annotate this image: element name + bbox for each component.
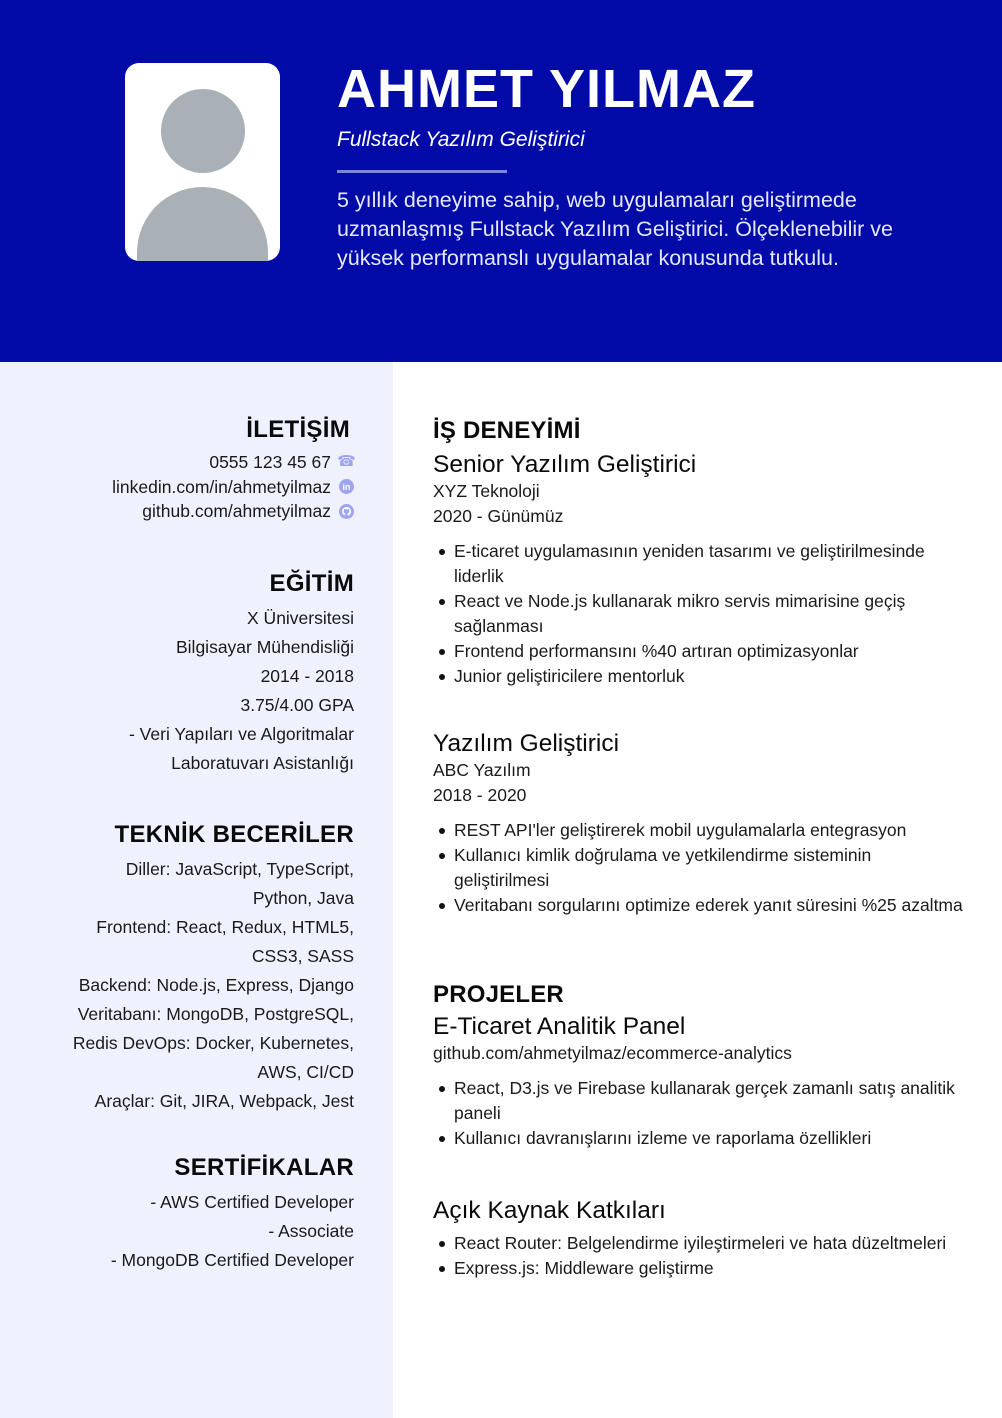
project-entry — [433, 1191, 963, 1281]
bullet-item: Express.js: Middleware geliştirme — [433, 1256, 963, 1281]
education-line: Laboratuvarı Asistanlığı — [171, 753, 354, 773]
education-section — [129, 570, 354, 778]
project-link[interactable]: github.com/ahmetyilmaz/ecommerce-analytics — [433, 1043, 792, 1063]
bullet-item: Frontend performansını %40 artıran optimizasyonlar — [433, 639, 963, 664]
job-period: 2020 - Günümüz — [433, 506, 564, 526]
profile-summary: 5 yıllık deneyime sahip, web uygulamaları geliştirmede uzmanlaşmış Fullstack Yazılım Geliştirici. Ölçeklenebilir ve yüksek performanslı uygulamalar konusunda tutkulu. — [337, 188, 893, 270]
phone-text: 0555 123 45 67 — [209, 452, 331, 472]
bullet-item: Veritabanı sorgularını optimize ederek yanıt süresini %25 azaltma — [433, 893, 963, 918]
skills-line: Redis DevOps: Docker, Kubernetes, — [72, 1033, 354, 1053]
project-title: Açık Kaynak Katkıları — [433, 1197, 666, 1224]
role-divider — [337, 170, 507, 173]
job-title: Yazılım Geliştirici — [433, 730, 620, 757]
certificate-line: - MongoDB Certified Developer — [110, 1250, 354, 1270]
projects-title: PROJELER — [433, 981, 564, 1008]
bullet-item: Kullanıcı davranışlarını izleme ve raporlama özellikleri — [433, 1126, 963, 1151]
skills-title: TEKNİK BECERİLER — [114, 821, 354, 848]
project-bullets — [433, 1076, 963, 1151]
skills-section — [73, 821, 354, 1116]
skills-line: Python, Java — [252, 888, 354, 908]
avatar-head-shape — [161, 89, 245, 173]
skills-line: Frontend: React, Redux, HTML5, — [96, 917, 354, 937]
job-company: XYZ Teknoloji — [433, 481, 540, 501]
certificate-line: - AWS Certified Developer — [150, 1192, 354, 1212]
profile-photo-placeholder — [125, 63, 280, 261]
skills-line: Veritabanı: MongoDB, PostgreSQL, — [77, 1004, 354, 1024]
contact-title: İLETİŞİM — [246, 416, 350, 443]
certificates-title: SERTİFİKALAR — [174, 1154, 354, 1181]
skills-line: AWS, CI/CD — [257, 1062, 354, 1082]
experience-section — [433, 417, 963, 689]
bullet-item: E-ticaret uygulamasının yeniden tasarımı ve geliştirilmesinde liderlik — [433, 539, 963, 589]
bullet-item: React, D3.js ve Firebase kullanarak gerçek zamanlı satış analitik paneli — [433, 1076, 963, 1126]
certificate-line: - Associate — [268, 1221, 354, 1241]
education-line: Bilgisayar Mühendisliği — [176, 637, 354, 657]
education-line: 2014 - 2018 — [260, 666, 354, 686]
job-bullets — [433, 818, 963, 918]
bullet-item: Junior geliştiricilere mentorluk — [433, 664, 963, 689]
linkedin-text[interactable]: linkedin.com/in/ahmetyilmaz — [112, 476, 331, 497]
certificates-section — [111, 1154, 354, 1275]
bullet-item: React Router: Belgelendirme iyileştirmeleri ve hata düzeltmeleri — [433, 1231, 963, 1256]
job-period: 2018 - 2020 — [433, 785, 527, 805]
avatar-body-shape — [137, 187, 268, 261]
project-entry — [433, 1013, 963, 1151]
contact-linkedin[interactable] — [112, 475, 354, 500]
job-entry — [433, 451, 963, 689]
person-name: AHMET YILMAZ — [337, 59, 756, 119]
header-banner — [0, 0, 1002, 362]
bullet-item: Kullanıcı kimlik doğrulama ve yetkilendirme sisteminin geliştirilmesi — [433, 843, 963, 893]
project-bullets — [433, 1231, 963, 1281]
project-title: E-Ticaret Analitik Panel — [433, 1013, 686, 1040]
experience-title: İŞ DENEYİMİ — [433, 417, 581, 444]
job-bullets — [433, 539, 963, 689]
skills-line: Backend: Node.js, Express, Django — [78, 975, 354, 995]
github-icon — [339, 504, 354, 519]
skills-line: Araçlar: Git, JIRA, Webpack, Jest — [94, 1091, 354, 1111]
projects-section — [433, 981, 963, 1151]
skills-line: CSS3, SASS — [251, 946, 354, 966]
job-title: Senior Yazılım Geliştirici — [433, 451, 697, 478]
skills-line: Diller: JavaScript, TypeScript, — [125, 859, 354, 879]
job-entry — [433, 724, 963, 918]
bullet-item: React ve Node.js kullanarak mikro servis mimarisine geçiş sağlanması — [433, 589, 963, 639]
education-line: - Veri Yapıları ve Algoritmalar — [128, 724, 354, 744]
education-line: X Üniversitesi — [247, 608, 354, 628]
education-title: EĞİTİM — [269, 570, 354, 597]
linkedin-icon: in — [339, 479, 354, 494]
phone-icon: ☎ — [337, 453, 356, 470]
job-role: Fullstack Yazılım Geliştirici — [337, 128, 585, 151]
contact-phone — [112, 450, 354, 475]
bullet-item: REST API'ler geliştirerek mobil uygulamalarla entegrasyon — [433, 818, 963, 843]
education-line: 3.75/4.00 GPA — [240, 695, 354, 715]
contact-section — [112, 416, 354, 524]
github-text[interactable]: github.com/ahmetyilmaz — [142, 501, 331, 521]
job-company: ABC Yazılım — [433, 760, 531, 780]
contact-github[interactable] — [112, 499, 354, 524]
